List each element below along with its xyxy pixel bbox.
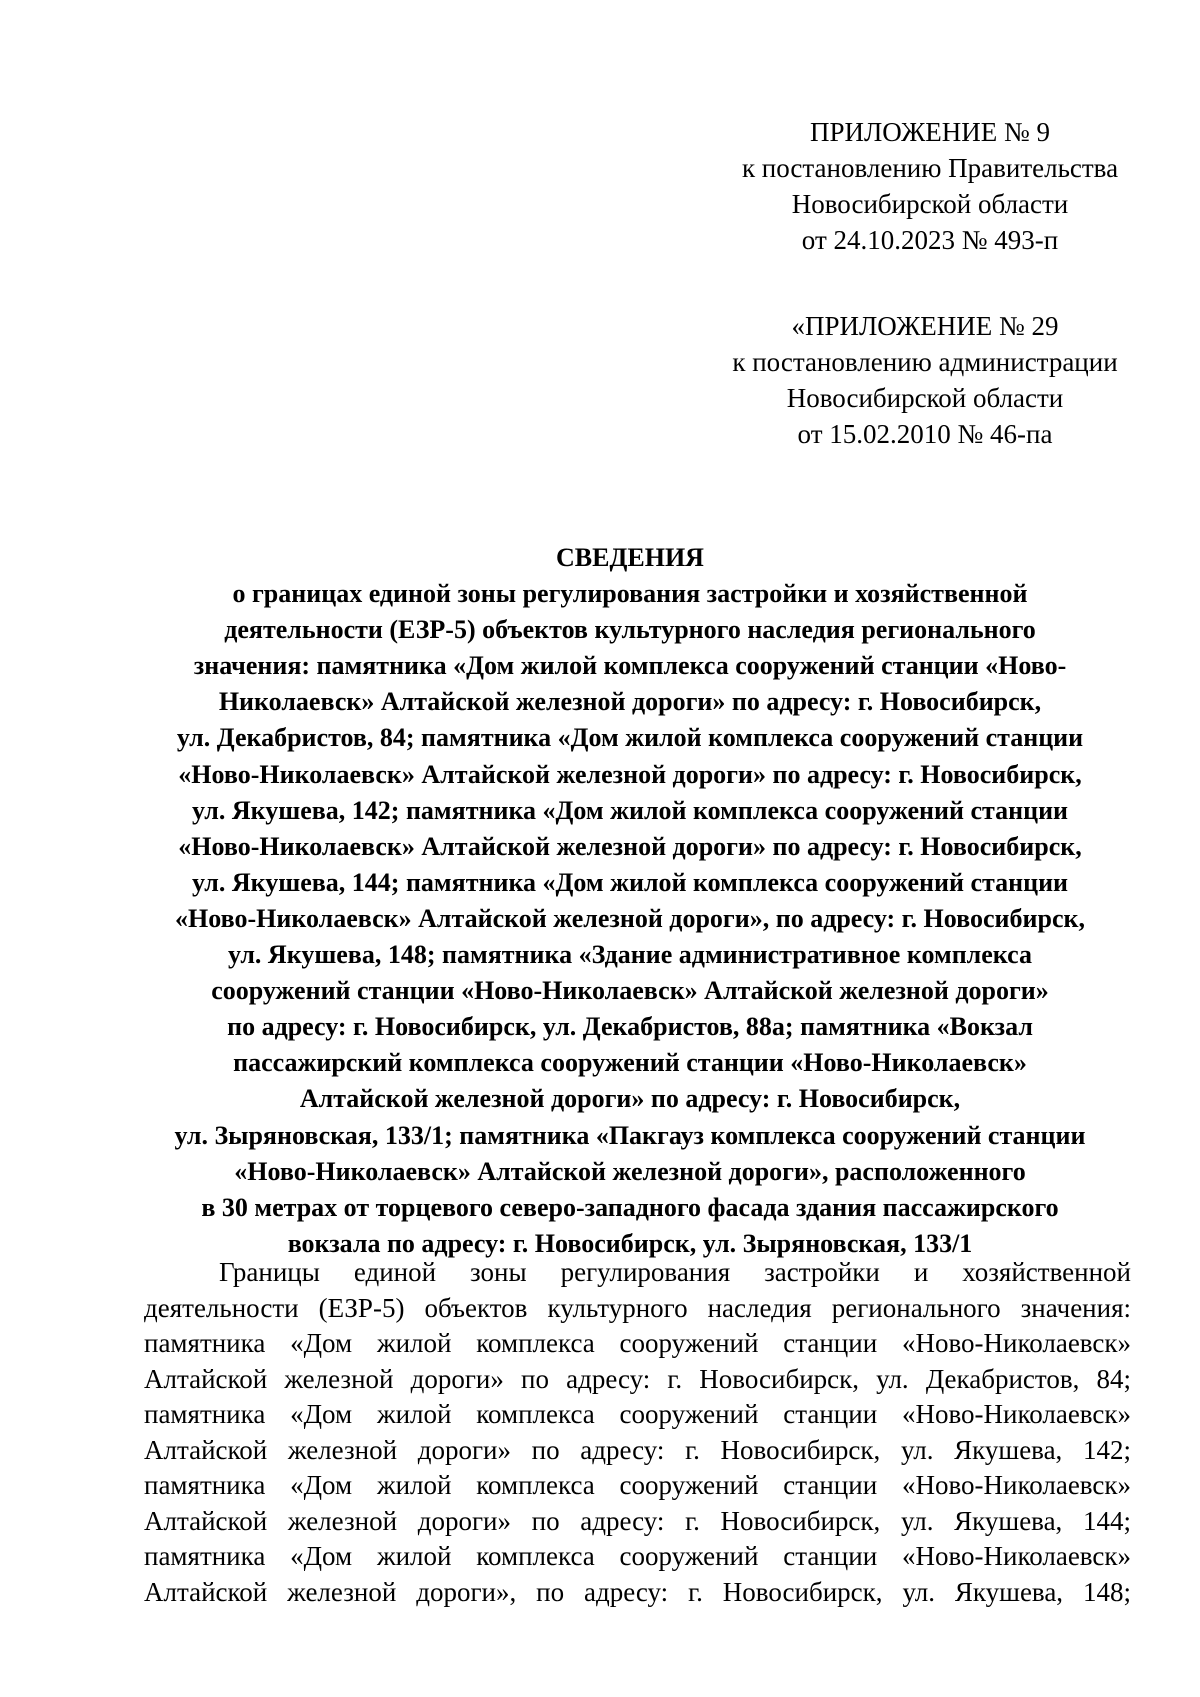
title-line: Алтайской железной дороги» по адресу: г. Новосибирск,: [299, 1084, 961, 1114]
appendix-9-date: от 24.10.2023 № 493-п: [801, 225, 1059, 255]
body-line: Алтайской железной дороги» по адресу: г. Новосибирск, ул. Якушева, 144;: [144, 1505, 1131, 1536]
appendix-9-region: Новосибирской области: [791, 189, 1069, 219]
title-line: сооружений станции «Ново-Николаевск» Алтайской железной дороги»: [211, 976, 1049, 1006]
appendix-29-region: Новосибирской области: [786, 383, 1064, 413]
body-paragraph: [144, 1255, 1131, 1610]
body-line: Границы единой зоны регулирования застройки и хозяйственной: [219, 1257, 1131, 1287]
appendix-9-number: ПРИЛОЖЕНИЕ № 9: [809, 117, 1051, 147]
title-line: ул. Якушева, 142; памятника «Дом жилой комплекса сооружений станции: [191, 795, 1069, 825]
body-line: памятника «Дом жилой комплекса сооружений станции «Ново-Николаевск»: [144, 1328, 1131, 1358]
title-line: ул. Декабристов, 84; памятника «Дом жилой комплекса сооружений станции: [176, 723, 1084, 753]
title-line: «Ново-Николаевск» Алтайской железной дороги», расположенного: [234, 1156, 1026, 1186]
body-line: Алтайской железной дороги», по адресу: г. Новосибирск, ул. Якушева, 148;: [144, 1576, 1131, 1607]
title-line: ул. Якушева, 148; памятника «Здание административное комплекса: [227, 940, 1032, 970]
title-line: значения: памятника «Дом жилой комплекса сооружений станции «Ново-: [193, 651, 1067, 681]
appendix-9-header: [735, 114, 1125, 258]
body-line: памятника «Дом жилой комплекса сооружений станции «Ново-Николаевск»: [144, 1399, 1131, 1429]
body-line: Алтайской железной дороги» по адресу: г. Новосибирск, ул. Декабристов, 84;: [144, 1363, 1131, 1394]
appendix-9-reference: к постановлению Правительства: [741, 153, 1119, 183]
body-line: Алтайской железной дороги» по адресу: г. Новосибирск, ул. Якушева, 142;: [144, 1434, 1131, 1465]
appendix-29-date: от 15.02.2010 № 46-па: [797, 419, 1053, 449]
document-title: [130, 540, 1130, 1262]
title-line: вокзала по адресу: г. Новосибирск, ул. Зыряновская, 133/1: [287, 1228, 973, 1258]
body-line: памятника «Дом жилой комплекса сооружений станции «Ново-Николаевск»: [144, 1470, 1131, 1500]
title-line: пассажирский комплекса сооружений станции «Ново-Николаевск»: [233, 1048, 1027, 1078]
appendix-29-number: «ПРИЛОЖЕНИЕ № 29: [791, 311, 1059, 341]
title-line: Николаевск» Алтайской железной дороги» по адресу: г. Новосибирск,: [218, 687, 1042, 717]
body-line: памятника «Дом жилой комплекса сооружений станции «Ново-Николаевск»: [144, 1541, 1131, 1571]
title-heading: СВЕДЕНИЯ: [556, 543, 704, 572]
title-line: деятельности (ЕЗР-5) объектов культурного наследия регионального: [224, 615, 1036, 645]
title-line: по адресу: г. Новосибирск, ул. Декабристов, 88а; памятника «Вокзал: [227, 1012, 1033, 1042]
appendix-29-reference: к постановлению администрации: [732, 347, 1118, 377]
title-line: ул. Зыряновская, 133/1; памятника «Пакгауз комплекса сооружений станции: [174, 1120, 1086, 1150]
title-line: о границах единой зоны регулирования застройки и хозяйственной: [232, 579, 1028, 609]
title-line: «Ново-Николаевск» Алтайской железной дороги», по адресу: г. Новосибирск,: [175, 903, 1085, 933]
title-line: «Ново-Николаевск» Алтайской железной дороги» по адресу: г. Новосибирск,: [178, 831, 1082, 861]
appendix-29-header: [715, 308, 1135, 452]
body-line: деятельности (ЕЗР-5) объектов культурного наследия регионального значения:: [144, 1292, 1131, 1323]
title-line: в 30 метрах от торцевого северо-западного фасада здания пассажирского: [201, 1192, 1059, 1222]
title-line: ул. Якушева, 144; памятника «Дом жилой комплекса сооружений станции: [191, 867, 1069, 897]
title-line: «Ново-Николаевск» Алтайской железной дороги» по адресу: г. Новосибирск,: [178, 759, 1082, 789]
